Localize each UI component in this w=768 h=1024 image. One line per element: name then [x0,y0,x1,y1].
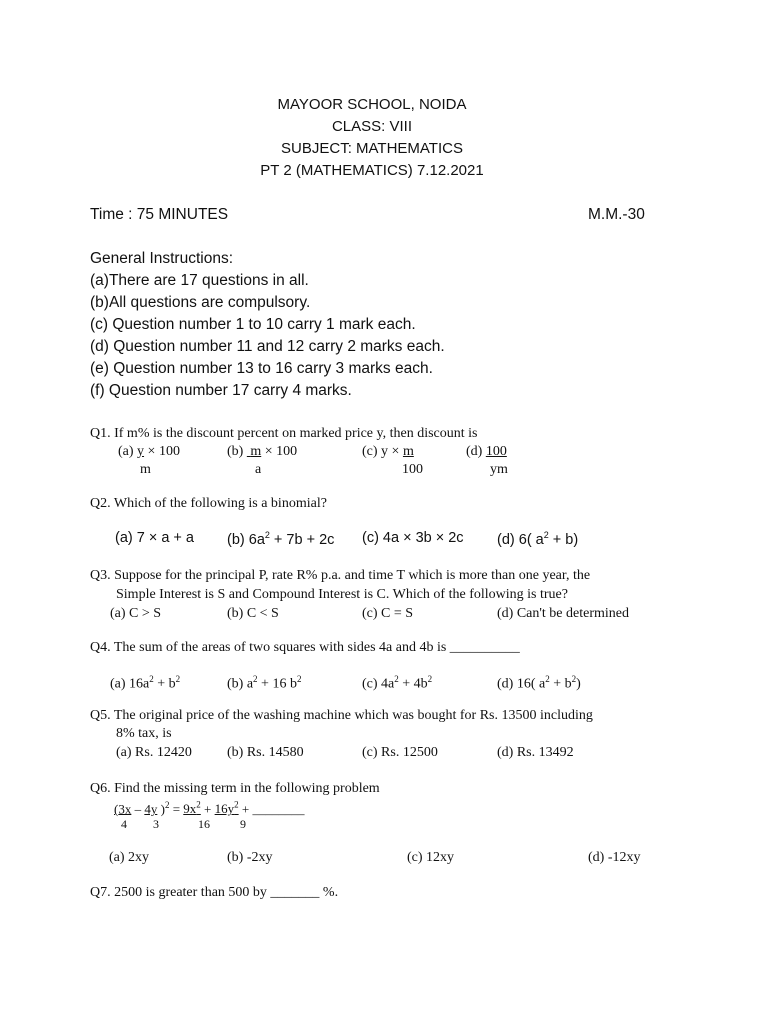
instructions-heading: General Instructions: [90,250,234,267]
instruction-item: (e) Question number 13 to 16 carry 3 marks each. [90,360,433,377]
q1-option-a: (a) y × 100 [118,444,180,459]
q6-den-3: 16 [198,817,210,831]
q6-den-2: 3 [153,817,159,831]
instruction-item: (d) Question number 11 and 12 carry 2 marks each. [90,338,445,355]
q6-den-4: 9 [240,817,246,831]
q2-option-a: (a) 7 × a + a [115,530,194,546]
q5-option-b: (b) Rs. 14580 [227,745,304,760]
q1-option-c-den: 100 [402,462,423,477]
question-5: Q5. The original price of the washing machine which was bought for Rs. 13500 including [90,708,593,723]
q1-option-a-den: m [140,462,151,477]
q6-option-b: (b) -2xy [227,850,273,865]
q4-option-a: (a) $16a^2 + b^2$ [110,674,181,692]
question-6: Q6. Find the missing term in the following problem [90,781,380,796]
q3-option-d: (d) Can't be determined [497,606,629,621]
q6-expression: (3x – 4y )$^2 = 9x^2 + 16y^2$ + ________ [114,800,305,817]
question-3: Q3. Suppose for the principal P, rate R% p.a. and time T which is more than one year, the [90,568,591,583]
q4-option-b: (b) $a^2 + 16$ $b^2$ [227,674,302,692]
instruction-item: (f) Question number 17 carry 4 marks. [90,382,352,399]
q4-option-c: (c) $4a^2 + 4b^2$ [362,674,433,692]
question-7: Q7. 2500 is greater than 500 by _______ %. [90,885,339,900]
q3-option-b: (b) C < S [227,606,279,621]
question-5-cont: 8% tax, is [116,726,172,741]
q6-option-a: (a) 2xy [109,850,150,865]
q3-option-c: (c) C = S [362,606,414,621]
question-2: Q2. Which of the following is a binomial? [90,496,327,511]
q1-option-b-den: a [255,462,262,477]
question-1: Q1. If m% is the discount percent on marked price y, then discount is [90,426,478,441]
test-line: PT 2 (MATHEMATICS) 7.12.2021 [260,162,484,179]
q5-option-c: (c) Rs. 12500 [362,745,438,760]
max-marks: M.M.-30 [588,206,645,223]
school-name: MAYOOR SCHOOL, NOIDA [277,96,467,113]
q1-option-d-den: ym [490,462,508,477]
q5-option-a: (a) Rs. 12420 [116,745,192,760]
q5-option-d: (d) Rs. 13492 [497,745,574,760]
q2-option-d: (d) 6( $a^2 + b$) [497,530,579,548]
q1-option-c: (c) y × m [362,444,414,459]
q1-option-b: (b) m × 100 [227,444,298,459]
q4-option-d: (d) 16( $a^2 + b^2$) [497,674,581,692]
q6-option-c: (c) 12xy [407,850,455,865]
instruction-item: (b)All questions are compulsory. [90,294,311,311]
q1-option-d: (d) 100 [466,444,507,459]
time-line: Time : 75 MINUTES [90,206,229,223]
question-3-cont: Simple Interest is S and Compound Interest is C. Which of the following is true? [116,587,568,602]
q2-option-c: (c) 4a × 3b × 2c [362,530,464,546]
q2-option-b: (b) $6a^2 + 7b + 2c$ [227,530,335,548]
q3-option-a: (a) C > S [110,606,162,621]
question-4: Q4. The sum of the areas of two squares with sides 4a and 4b is __________ [90,640,520,655]
q6-den-1: 4 [121,817,127,831]
instruction-item: (c) Question number 1 to 10 carry 1 mark each. [90,316,416,333]
instruction-item: (a)There are 17 questions in all. [90,272,309,289]
subject-line: SUBJECT: MATHEMATICS [281,140,463,157]
q6-option-d: (d) -12xy [588,850,641,865]
class-line: CLASS: VIII [331,118,413,135]
